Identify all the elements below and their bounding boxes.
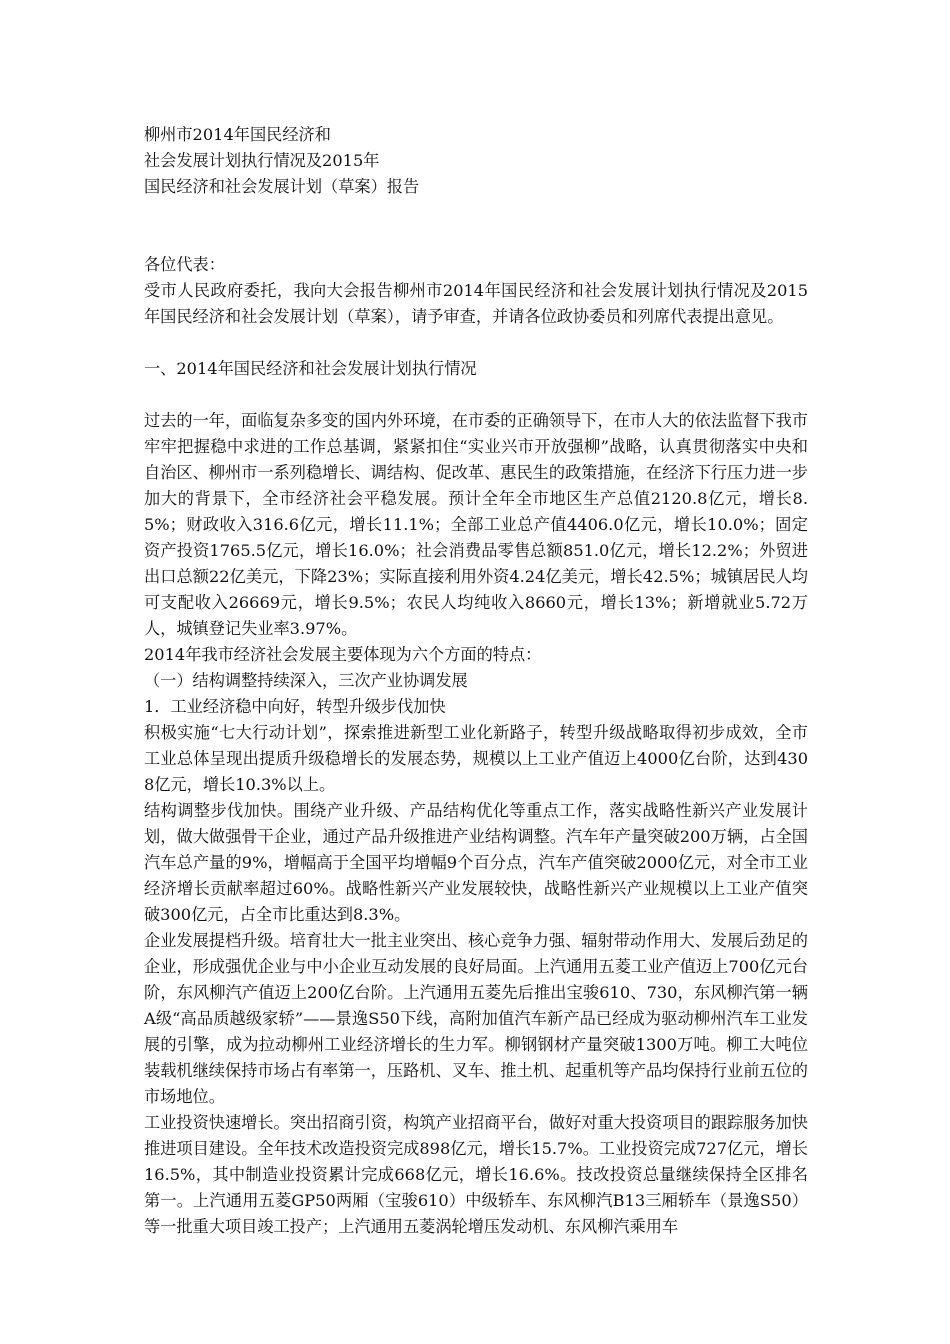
document-title xyxy=(144,122,808,200)
paragraph-industrial-investment: 工业投资快速增长。突出招商引资，构筑产业招商平台，做好对重大投资项目的跟踪服务加快推进项目建设。全年技术改造投资完成898亿元，增长15.7%。工业投资完成727亿元，增长16.5%，其中制造业投资累计完成668亿元，增长16.6%。技改投资总量继续保持全区排名第一。上汽通用五菱GP50两厢（宝骏610）中级轿车、东风柳汽B13三厢轿车（景逸S50）等一批重大项目竣工投产；上汽通用五菱涡轮增压发动机、东风柳汽乘用车 xyxy=(144,1113,808,1236)
paragraph-overview: 过去的一年，面临复杂多变的国内外环境，在市委的正确领导下，在市人大的依法监督下我市牢牢把握稳中求进的工作总基调，紧紧扣住“实业兴市开放强柳”战略，认真贯彻落实中央和自治区、柳州市一系列稳增长、调结构、促改革、惠民生的政策措施，在经济下行压力进一步加大的背景下，全市经济社会平稳发展。预计全年全市地区生产总值2120.8亿元，增长8.5%；财政收入316.6亿元，增长11.1%；全部工业总产值4406.0亿元，增长10.0%；固定资产投资1765.5亿元，增长16.0%；社会消费品零售总额851.0亿元，增长12.2%；外贸进出口总额22亿美元，下降23%；实际直接利用外资4.24亿美元，增长42.5%；城镇居民人均可支配收入26669元，增长9.5%；农民人均纯收入8660元，增长13%；新增就业5.72万人，城镇登记失业率3.97%。 xyxy=(144,411,808,638)
paragraph-features-intro: 2014年我市经济社会发展主要体现为六个方面的特点： xyxy=(144,645,542,664)
subsection-heading-1: （一）结构调整持续深入，三次产业协调发展 xyxy=(144,671,468,690)
paragraph-seven-actions: 积极实施“七大行动计划”，探索推进新型工业化新路子，转型升级战略取得初步成效，全市工业总体呈现出提质升级稳增长的发展态势，规模以上工业产值迈上4000亿台阶，达到4308亿元，增长10.3%以上。 xyxy=(144,723,808,794)
title-line-1: 柳州市2014年国民经济和 xyxy=(144,125,331,144)
subsubsection-heading-1: 1．工业经济稳中向好，转型升级步伐加快 xyxy=(144,697,446,716)
intro-paragraph: 受市人民政府委托，我向大会报告柳州市2014年国民经济和社会发展计划执行情况及2015年国民经济和社会发展计划（草案），请予审查，并请各位政协委员和列席代表提出意见。 xyxy=(144,281,808,326)
paragraph-enterprise-upgrade: 企业发展提档升级。培育壮大一批主业突出、核心竞争力强、辐射带动作用大、发展后劲足的企业，形成强优企业与中小企业互动发展的良好局面。上汽通用五菱工业产值迈上700亿元台阶，东风柳汽产值迈上200亿台阶。上汽通用五菱先后推出宝骏610、730，东风柳汽第一辆A级“高品质越级家轿”——景逸S50下线，高附加值汽车新产品已经成为驱动柳州汽车工业发展的引擎，成为拉动柳州工业经济增长的生力军。柳钢钢材产量突破1300万吨。柳工大吨位装载机继续保持市场占有率第一，压路机、叉车、推土机、起重机等产品均保持行业前五位的市场地位。 xyxy=(144,931,808,1106)
section-heading: 一、2014年国民经济和社会发展计划执行情况 xyxy=(144,359,477,378)
title-line-2: 社会发展计划执行情况及2015年 xyxy=(144,151,380,170)
document-page xyxy=(144,122,808,1240)
paragraph-structure-adjustment: 结构调整步伐加快。围绕产业升级、产品结构优化等重点工作，落实战略性新兴产业发展计划，做大做强骨干企业，通过产品升级推进产业结构调整。汽车年产量突破200万辆，占全国汽车总产量的9%，增幅高于全国平均增幅9个百分点，汽车产值突破2000亿元，对全市工业经济增长贡献率超过60%。战略性新兴产业发展较快，战略性新兴产业规模以上工业产值突破300亿元，占全市比重达到8.3%。 xyxy=(144,801,808,924)
title-line-3: 国民经济和社会发展计划（草案）报告 xyxy=(144,177,420,196)
salutation: 各位代表： xyxy=(144,255,225,274)
